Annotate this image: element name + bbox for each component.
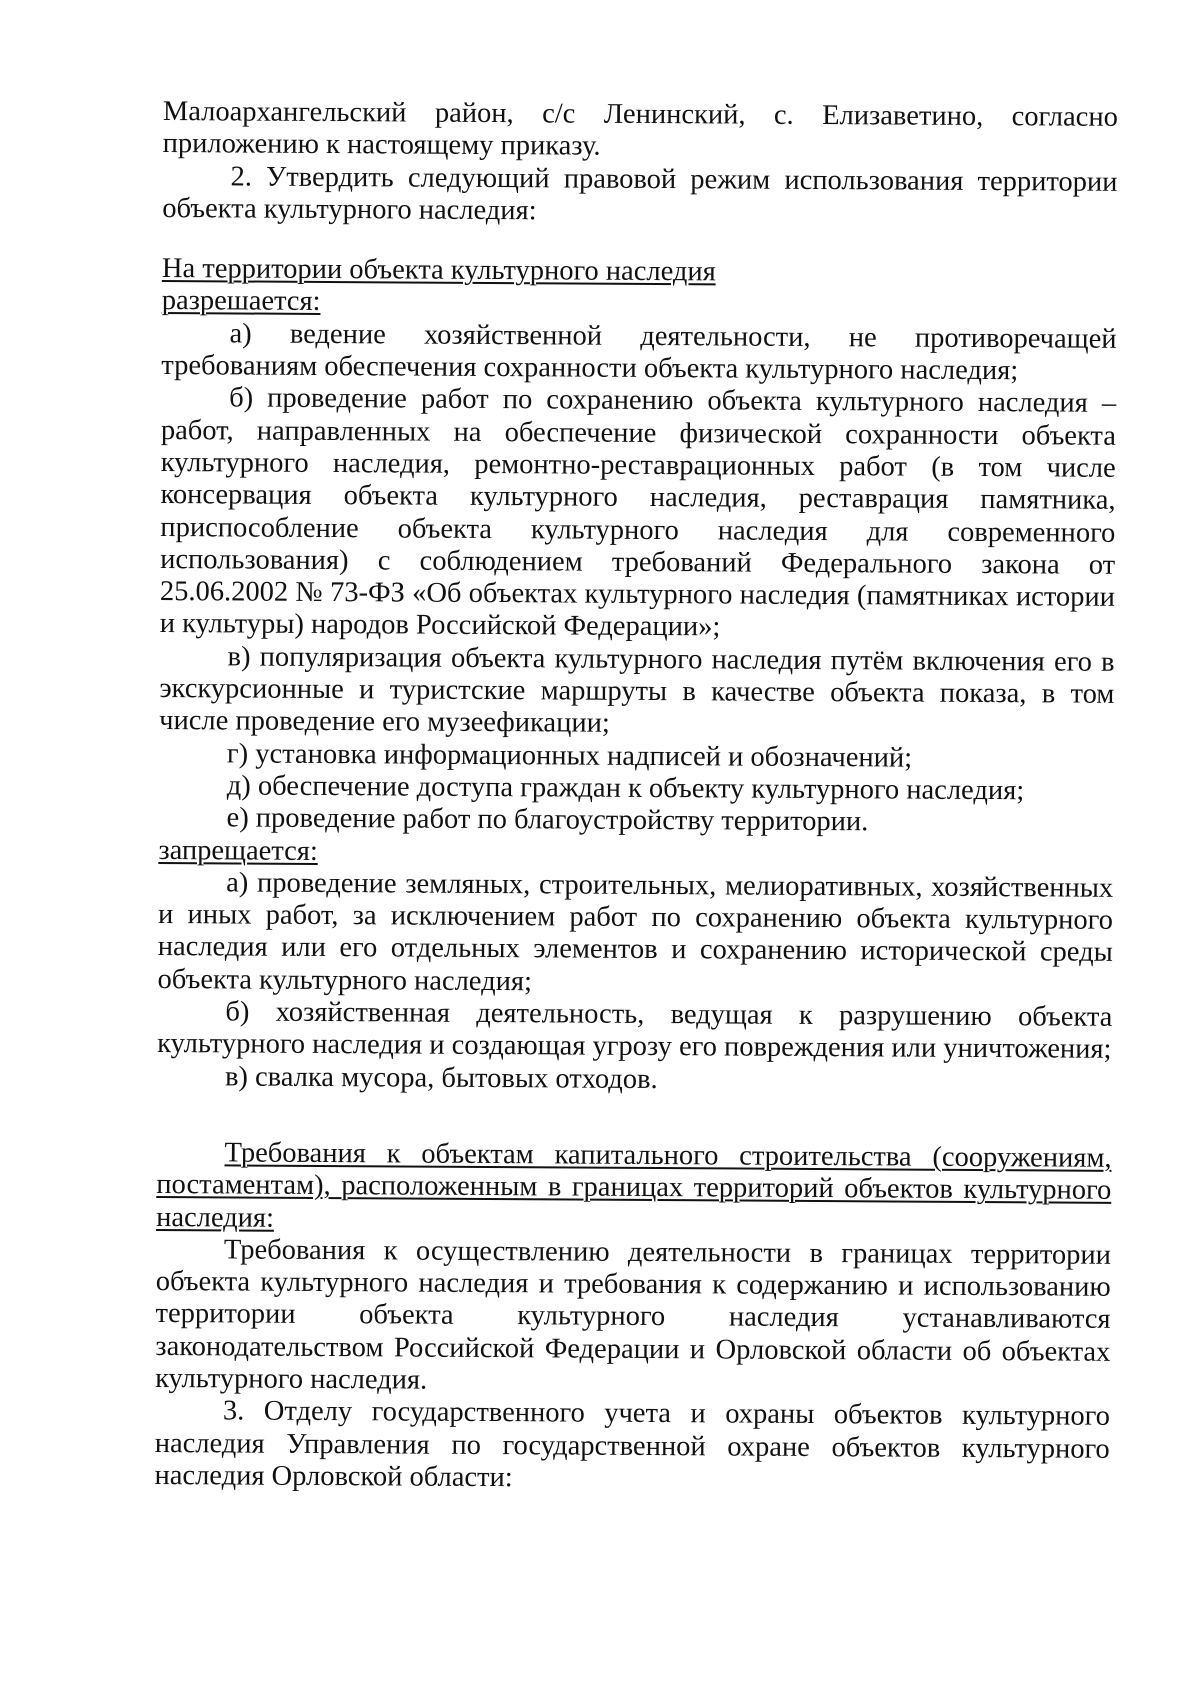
prohibited-c: в) свалка мусора, бытовых отходов. [224, 1061, 658, 1095]
paragraph-item-2: 2. Утвердить следующий правовой режим использования территории объекта культурного наследия: [162, 161, 1118, 227]
permitted-d: г) установка информационных надписей и обозначений; [226, 738, 913, 774]
document-page [154, 96, 1118, 1498]
label-permitted-text: разрешается: [161, 285, 321, 318]
paragraph-location: Малоархангельский район, с/с Ленинский, с. Елизаветино, согласно приложению к настоящему приказу. [162, 96, 1118, 162]
heading-requirements: Требования к объектам капитального строительства (сооружениям, постаментам), расположенным в границах территорий объектов культурного наследия: [156, 1137, 1112, 1234]
permitted-b: б) проведение работ по сохранению объекта культурного наследия – работ, направленных на обеспечение физической сохранности объекта культурного наследия, ремонтно-реставрационных работ (в том числе консервация объекта культурного наследия, реставрация памятника, приспособление объекта культурного наследия для современного использования) с соблюдением требований Федерального закона от 25.06.2002 № 73-ФЗ «Об объектах культурного наследия (памятниках истории и культуры) народов Российской Федерации»; [159, 382, 1117, 643]
prohibited-a: а) проведение земляных, строительных, мелиоративных, хозяйственных и иных работ, за исключением работ по сохранению объекта культурного наследия или его отдельных элементов и сохранению исторической среды объекта культурного наследия; [157, 867, 1114, 997]
paragraph-requirements: Требования к осуществлению деятельности в границах территории объекта культурного наследия и требования к содержанию и использованию территории объекта культурного наследия устанавливаются законодательством Российской Федерации и Орловской области об объектах культурного наследия. [155, 1234, 1112, 1396]
heading-territory: На территории объекта культурного наследия [161, 253, 716, 288]
label-prohibited-text: запрещается: [158, 834, 318, 867]
permitted-e: д) обеспечение доступа граждан к объекту культурного наследия; [226, 770, 1025, 807]
permitted-c: в) популяризация объекта культурного наследия путём включения его в экскурсионные и туристские маршруты в качестве объекта показа, в том числе проведение его музеефикации; [159, 641, 1115, 740]
prohibited-b: б) хозяйственная деятельность, ведущая к разрушению объекта культурного наследия и создающая угрозу его повреждения или уничтожения; [157, 996, 1113, 1066]
paragraph-item-3: 3. Отделу государственного учета и охраны объектов культурного наследия Управления по государственной охране объектов культурного наследия Орловской области: [154, 1395, 1111, 1494]
permitted-a: а) ведение хозяйственной деятельности, не противоречащей требованиям обеспечения сохранности объекта культурного наследия; [161, 318, 1117, 387]
permitted-f: е) проведение работ по благоустройству территории. [226, 802, 869, 838]
